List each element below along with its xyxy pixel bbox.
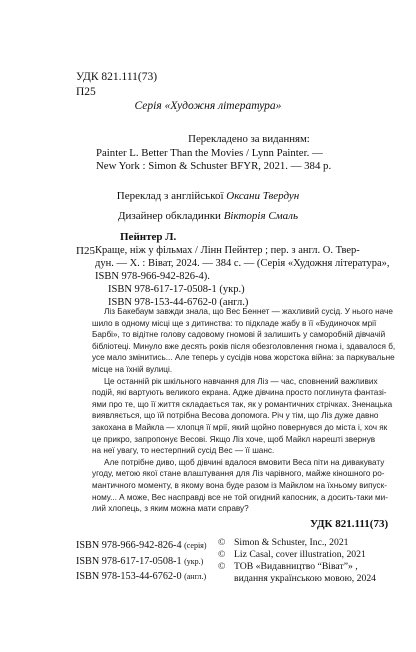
designer-name: Вікторія Смаль — [223, 210, 298, 222]
translation-source — [96, 133, 402, 174]
abstract-line: ному... А може, Вес насправді все не той огидний капосник, а досить-таки ми- — [92, 492, 388, 502]
abstract-line: усе мало змінитись... Але теперь у сусідів нова жорстока війна: за паркувальне — [92, 353, 395, 363]
bibliographic-description — [95, 245, 408, 283]
translation-source-publisher: New York : Simon & Schuster BFYR, 2021. — 384 p. — [96, 160, 332, 172]
abstract-line: Це останній рік шкільного навчання для Ліз — час, сповнений важливих — [104, 376, 378, 386]
abstract — [92, 306, 406, 515]
biblio-line: ISBN 978-966-942-826-4). — [95, 270, 210, 282]
udk-code-bottom: УДК 821.111(73) — [310, 518, 389, 530]
copyright-continuation: видання українською мовою, 2024 — [234, 573, 377, 584]
copyright-symbol: © — [218, 537, 226, 548]
catalog-code: П25 — [76, 245, 95, 257]
isbn-tag: (укр.) — [184, 556, 204, 566]
copyright-symbol: © — [218, 561, 226, 572]
translation-source-title: Painter L. Better Than the Movies / Lynn Painter. — — [96, 146, 323, 159]
abstract-line: на неї увагу, то нестерпний сусід Вес — її шанс. — [92, 446, 275, 456]
abstract-line: бібліотеці. Минуло вже десять років після обезголовлення гнома і, здавалося б, — [92, 341, 396, 351]
abstract-line: шило в одному місці ще з дитинства: то підкладе жабу в її «Будиночок мрії — [92, 318, 377, 328]
designer-prefix: Дизайнер обкладинки — [118, 210, 224, 222]
isbn-ukr: ISBN 978-617-17-0508-1 (укр.) — [108, 284, 245, 295]
isbn-tag: (англ.) — [184, 572, 207, 581]
isbn-number: ISBN 978-966-942-826-4 — [76, 540, 182, 551]
author-heading: Пейнтер Л. — [120, 231, 177, 243]
copyright-line — [218, 549, 376, 561]
copyright-line — [218, 561, 376, 573]
copyright-text: ТОВ «Видавництво “Віват”» , — [234, 561, 358, 572]
biblio-line: дун. — Х. : Віват, 2024. — 384 с. — (Серія «Художня література», — [95, 257, 390, 269]
abstract-line: ями про те, що її життя складається так, як у романтичних стрічках. Зненацька — [92, 399, 393, 409]
translator-credit — [0, 190, 416, 202]
abstract-line: угоду, метою якої стане влаштування для Ліз чарівного, майже кіношного ро- — [92, 469, 385, 479]
biblio-line: Краще, ніж у фільмах / Лінн Пейнтер ; пер. з англ. О. Твер- — [95, 245, 360, 256]
isbn-ukr-bottom — [76, 554, 207, 570]
copyright-text: Liz Casal, cover illustration, 2021 — [234, 549, 366, 560]
copyright-block — [218, 537, 376, 585]
abstract-line: лий хлопець, з яким можна мати справу? — [92, 504, 249, 514]
copyright-line — [218, 537, 376, 549]
abstract-line: мантичного моменту, в якому вона буде разом із Майклом на їхньому випуск- — [92, 480, 387, 490]
isbn-eng: ISBN 978-153-44-6762-0 (англ.) — [108, 296, 249, 308]
abstract-line: виявляється, що їй потрібна Весова допомога. Річ у тім, що Ліз дуже давно — [92, 411, 379, 421]
abstract-line: Але потрібне диво, щоб дівчині вдалося вмовити Веса піти на дивакувату — [104, 457, 385, 467]
copyright-symbol: © — [218, 549, 226, 560]
author-mark: П25 — [76, 86, 96, 98]
udk-code: УДК 821.111(73) — [76, 71, 158, 83]
abstract-line: Ліз Бакебаум завжди знала, що Вес Беннет — жахливий сусід. У нього наче — [104, 307, 393, 316]
series-line: Серія «Художня література» — [134, 100, 282, 112]
translator-name: Оксани Твердун — [226, 190, 300, 202]
isbn-series — [76, 538, 207, 554]
translation-source-label: Перекладено за виданням: — [188, 133, 310, 145]
abstract-line: Барбі», то відітне голову садовому гномові й залишить у саморобній дівчачій — [92, 330, 386, 340]
translator-prefix: Переклад з англійської — [116, 190, 227, 202]
isbn-tag: (серія) — [184, 541, 207, 550]
isbn-block — [76, 538, 207, 585]
abstract-line: подій, які вартують великого екрана. Адже дівчина просто поглинута фантазі- — [92, 388, 387, 398]
isbn-eng-bottom — [76, 569, 207, 585]
abstract-line: місце на їхній вулиці. — [92, 364, 173, 374]
abstract-line: закохана в Майкла — хлопця її мрії, який щойно повернувся до міста і, хоч як — [92, 422, 388, 432]
isbn-number: ISBN 978-617-17-0508-1 — [76, 555, 182, 567]
designer-credit — [0, 210, 416, 222]
abstract-line: це прикро, запропонує Весові. Якщо Ліз хоче, щоб Майкл нарешті звернув — [92, 434, 376, 444]
copyright-text: Simon & Schuster, Inc., 2021 — [234, 537, 349, 548]
isbn-number: ISBN 978-153-44-6762-0 — [76, 571, 182, 582]
